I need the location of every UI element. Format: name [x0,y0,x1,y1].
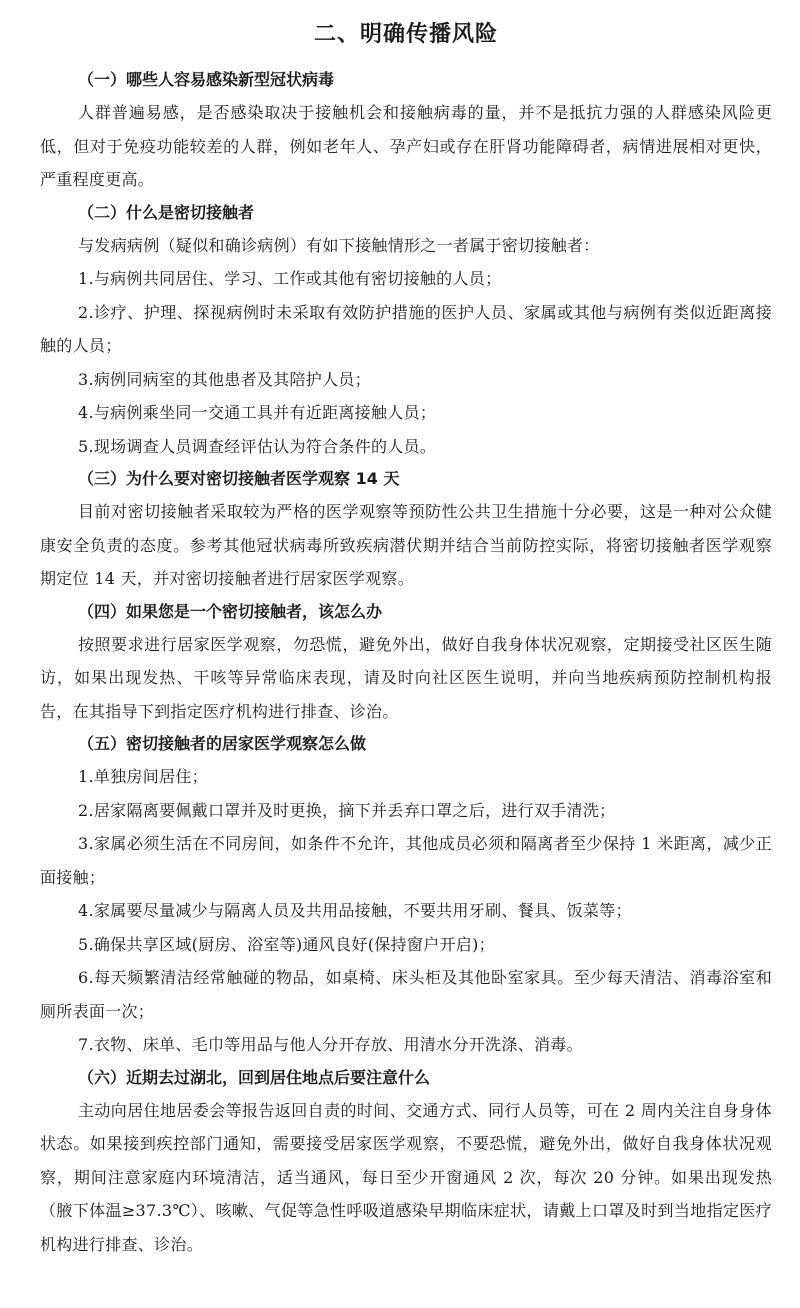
list-item: 5.确保共享区域(厨房、浴室等)通风良好(保持窗户开启)； [78,934,495,954]
section-heading: （二）什么是密切接触者 [78,202,255,222]
section-heading: （五）密切接触者的居家医学观察怎么做 [78,734,367,753]
list-item: 5.现场调查人员调查经评估认为符合条件的人员。 [78,436,437,456]
list-item: 6.每天频繁清洁经常触碰的物品，如桌椅、床头柜及其他卧室家具。至少每天清洁、消毒浴室和厕所表面一次； [40,968,772,1021]
section-heading: （六）近期去过湖北，回到居住地点后要注意什么 [78,1067,431,1087]
list-item: 1.单独房间居住； [78,767,208,786]
section-3 [40,463,772,596]
list-item: 4.家属要尽量减少与隔离人员及共用品接触，不要共用牙刷、餐具、饭菜等； [78,901,632,920]
list-item: 2.诊疗、护理、探视病例时未采取有效防护措施的医护人员、家属或其他与病例有类似近距离接触的人员； [40,302,772,355]
list-item: 7.衣物、床单、毛巾等用品与他人分开存放、用清水分开洗涤、消毒。 [78,1035,583,1054]
section-5 [40,728,772,1062]
section-heading: （四）如果您是一个密切接触者，该怎么办 [78,601,383,621]
section-1 [40,64,772,197]
paragraph: 与发病病例（疑似和确诊病例）有如下接触情形之一者属于密切接触者： [78,235,600,255]
list-item: 4.与病例乘坐同一交通工具并有近距离接触人员； [78,403,437,422]
list-item: 3.家属必须生活在不同房间，如条件不允许，其他成员必须和隔离者至少保持 1 米距离，减少正面接触； [40,834,772,887]
list-item: 2.居家隔离要佩戴口罩并及时更换，摘下并丢弃口罩之后，进行双手清洗； [78,800,616,820]
section-heading: （三）为什么要对密切接触者医学观察 14 天 [78,469,400,488]
section-6 [40,1062,772,1262]
section-heading: （一）哪些人容易感染新型冠状病毒 [78,70,335,89]
paragraph: 人群普遍易感，是否感染取决于接触机会和接触病毒的量，并不是抵抗力强的人群感染风险更低，但对于免疫功能较差的人群，例如老年人、孕产妇或存在肝肾功能障碍者，病情进展相对更快，严重程度更高。 [40,103,772,189]
list-item: 1.与病例共同居住、学习、工作或其他有密切接触的人员； [78,269,502,288]
section-2 [40,197,772,464]
paragraph: 目前对密切接触者采取较为严格的医学观察等预防性公共卫生措施十分必要，这是一种对公众健康安全负责的态度。参考其他冠状病毒所致疾病潜伏期并结合当前防控实际，将密切接触者医学观察期定位 14 天，并对密切接触者进行居家医学观察。 [40,502,772,588]
list-item: 3.病例同病室的其他患者及其陪护人员； [78,369,371,389]
page-title: 二、明确传播风险 [313,22,498,47]
paragraph: 按照要求进行居家医学观察，勿恐慌，避免外出，做好自我身体状况观察，定期接受社区医生随访，如果出现发热、干咳等异常临床表现，请及时向社区医生说明，并向当地疾病预防控制机构报告，在其指导下到指定医疗机构进行排查、诊治。 [40,634,772,721]
paragraph: 主动向居住地居委会等报告返回自责的时间、交通方式、同行人员等，可在 2 周内关注自身身体状态。如果接到疾控部门通知，需要接受居家医学观察，不要恐慌，避免外出，做好自我身体状况观察，期间注意家庭内环境清洁，适当通风，每日至少开窗通风 2 次，每次 20 分钟。如果出现发热（腋下体温≥37.3℃）、咳嗽、气促等急性呼吸道感染早期临床症状，请戴上口罩及时到当地指定医疗机构进行排查、诊治。 [40,1100,772,1254]
section-4 [40,596,772,729]
